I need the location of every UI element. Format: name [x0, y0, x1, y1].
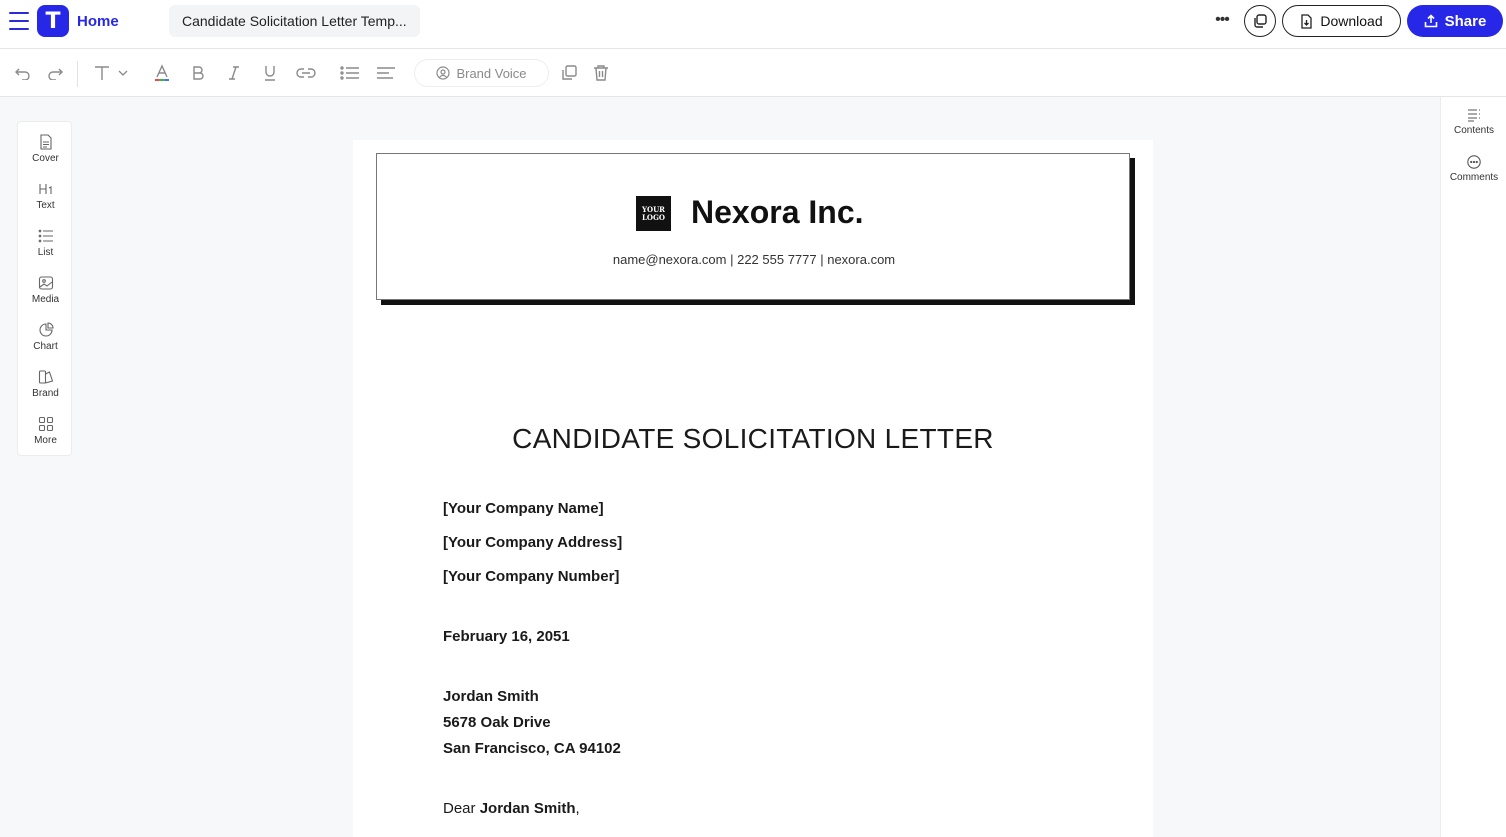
insert-media-label: Media [31, 294, 60, 305]
right-panel [1440, 97, 1506, 837]
align-left-icon[interactable] [375, 62, 397, 84]
insert-chart-label: Chart [33, 341, 58, 352]
redo-icon[interactable] [44, 62, 66, 84]
list-icon [38, 228, 54, 244]
insert-panel [17, 121, 72, 456]
company-number-placeholder[interactable]: [Your Company Number] [443, 568, 620, 585]
company-name-heading[interactable]: Nexora Inc. [691, 194, 864, 230]
trash-icon[interactable] [590, 62, 612, 84]
comments-label: Comments [1449, 172, 1499, 183]
brand-voice-label: Brand Voice [456, 65, 527, 81]
salutation-suffix: , [575, 800, 580, 817]
contents-label: Contents [1453, 125, 1495, 136]
recipient-name[interactable]: Jordan Smith [443, 688, 539, 705]
logo-text-line2: LOGO [641, 213, 666, 222]
document-page [353, 140, 1153, 837]
share-button[interactable] [1407, 5, 1503, 37]
logo-text-line1: YOUR [641, 205, 666, 214]
bullet-list-icon[interactable] [339, 62, 361, 84]
home-link[interactable]: Home [77, 13, 119, 30]
salutation-prefix: Dear [443, 800, 476, 817]
chevron-down-icon[interactable] [116, 62, 130, 84]
formatting-toolbar [0, 49, 1506, 97]
company-logo[interactable] [636, 196, 671, 231]
text-color-icon[interactable] [151, 62, 173, 84]
salutation-name: Jordan Smith [479, 800, 576, 817]
share-icon [1424, 14, 1438, 28]
heading-icon [38, 181, 54, 197]
contact-line[interactable]: name@nexora.com | 222 555 7777 | nexora.com [612, 252, 896, 267]
insert-list-button[interactable] [18, 226, 73, 266]
letter-title[interactable]: CANDIDATE SOLICITATION LETTER [512, 423, 994, 454]
download-button[interactable] [1282, 5, 1401, 37]
text-style-icon[interactable] [91, 62, 113, 84]
image-icon [38, 275, 54, 291]
contents-button[interactable] [1441, 107, 1506, 136]
cover-icon [38, 134, 54, 150]
undo-icon[interactable] [12, 62, 34, 84]
company-address-placeholder[interactable]: [Your Company Address] [443, 534, 623, 551]
grid-icon [38, 416, 54, 432]
brand-voice-icon [436, 66, 450, 80]
top-bar [0, 0, 1506, 49]
insert-text-label: Text [36, 200, 55, 211]
company-name-placeholder[interactable]: [Your Company Name] [443, 500, 604, 517]
brand-icon [38, 369, 54, 385]
more-options-button[interactable]: ••• [1215, 11, 1229, 28]
letterhead-block[interactable] [376, 153, 1130, 300]
insert-brand-label: Brand [32, 388, 59, 399]
insert-chart-button[interactable] [18, 320, 73, 360]
app-logo[interactable]: T [37, 5, 69, 37]
toolbar-divider [77, 61, 78, 87]
document-title-field[interactable]: Candidate Solicitation Letter Temp... [169, 5, 420, 37]
duplicate-icon [1252, 13, 1268, 29]
recipient-city[interactable]: San Francisco, CA 94102 [443, 740, 621, 757]
share-label: Share [1444, 12, 1487, 30]
brand-voice-button[interactable] [414, 59, 549, 87]
comments-button[interactable] [1441, 154, 1506, 183]
chart-icon [38, 322, 54, 338]
insert-text-button[interactable] [18, 179, 73, 219]
link-icon[interactable] [295, 62, 317, 84]
insert-more-label: More [34, 435, 57, 446]
insert-brand-button[interactable] [18, 367, 73, 407]
contents-icon [1466, 107, 1482, 123]
insert-cover-label: Cover [32, 153, 59, 164]
underline-icon[interactable] [259, 62, 281, 84]
menu-icon[interactable] [9, 12, 29, 30]
comment-icon [1466, 154, 1482, 170]
copy-block-icon[interactable] [558, 62, 580, 84]
duplicate-button[interactable] [1244, 5, 1276, 37]
letter-date[interactable]: February 16, 2051 [443, 628, 570, 645]
italic-icon[interactable] [223, 62, 245, 84]
insert-list-label: List [37, 247, 54, 258]
download-label: Download [1320, 13, 1383, 29]
insert-cover-button[interactable] [18, 132, 73, 172]
download-icon [1300, 14, 1313, 29]
recipient-street[interactable]: 5678 Oak Drive [443, 714, 551, 731]
salutation[interactable] [443, 800, 580, 817]
insert-more-button[interactable] [18, 414, 73, 454]
insert-media-button[interactable] [18, 273, 73, 313]
bold-icon[interactable] [187, 62, 209, 84]
